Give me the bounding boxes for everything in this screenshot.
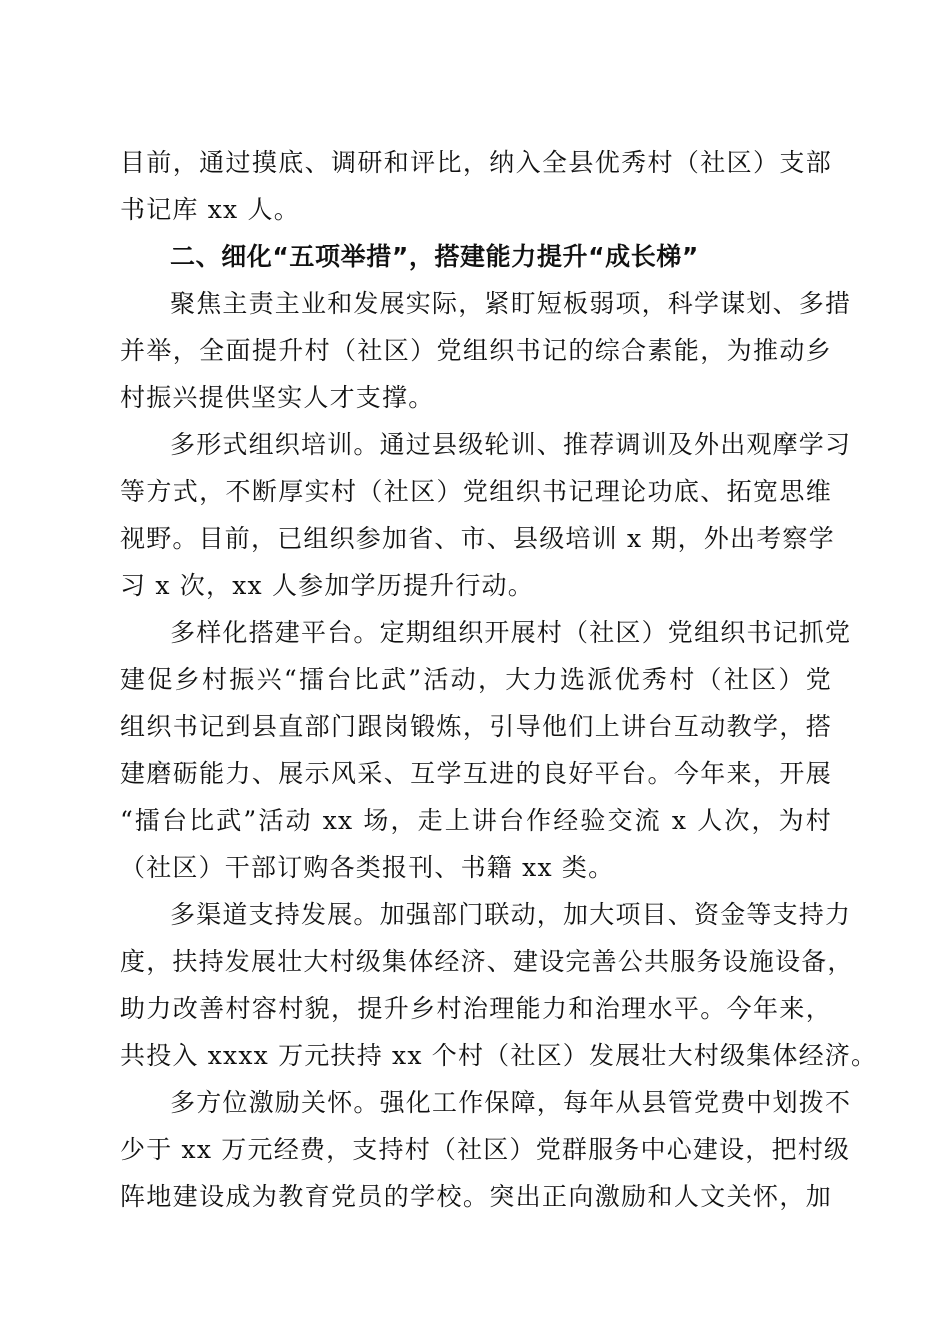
text-line: 等方式，不断厚实村（社区）党组织书记理论功底、拓宽思维 [120,477,832,506]
text-line: “擂台比武”活动 xx 场，走上讲台作经验交流 x 人次，为村 [120,806,832,835]
text-line: 多渠道支持发展。加强部门联动，加大项目、资金等支持力 [170,900,852,929]
text-line: 村振兴提供坚实人才支撑。 [120,383,435,412]
text-line: 并举，全面提升村（社区）党组织书记的综合素能，为推动乡 [120,336,832,365]
text-line: 组织书记到县直部门跟岗锻炼，引导他们上讲台互动教学，搭 [120,712,832,741]
text-line: 书记库 xx 人。 [120,195,300,224]
text-line: 目前，通过摸底、调研和评比，纳入全县优秀村（社区）支部 [120,148,832,177]
section-heading: 二、细化“五项举措”，搭建能力提升“成长梯” [170,242,699,271]
text-line: 少于 xx 万元经费，支持村（社区）党群服务中心建设，把村级 [120,1135,851,1164]
text-line: 多方位激励关怀。强化工作保障，每年从县管党费中划拨不 [170,1088,852,1117]
text-line: 建磨砺能力、展示风采、互学互进的良好平台。今年来，开展 [120,759,832,788]
text-line: 建促乡村振兴“擂台比武”活动，大力选派优秀村（社区）党 [120,665,832,694]
text-line: 习 x 次，xx 人参加学历提升行动。 [120,571,534,600]
text-line: 多形式组织培训。通过县级轮训、推荐调训及外出观摩学习 [170,430,852,459]
document-body [120,139,878,1220]
text-line: （社区）干部订购各类报刊、书籍 xx 类。 [120,853,615,882]
text-line: 多样化搭建平台。定期组织开展村（社区）党组织书记抓党 [170,618,852,647]
text-line: 视野。目前，已组织参加省、市、县级培训 x 期，外出考察学 [120,524,835,553]
text-line: 度，扶持发展壮大村级集体经济、建设完善公共服务设施设备， [120,947,854,976]
text-line: 共投入 xxxx 万元扶持 xx 个村（社区）发展壮大村级集体经济。 [120,1041,878,1070]
text-line: 聚焦主责主业和发展实际，紧盯短板弱项，科学谋划、多措 [170,289,852,318]
text-line: 阵地建设成为教育党员的学校。突出正向激励和人文关怀，加 [120,1182,832,1211]
text-line: 助力改善村容村貌，提升乡村治理能力和治理水平。今年来， [120,994,832,1023]
